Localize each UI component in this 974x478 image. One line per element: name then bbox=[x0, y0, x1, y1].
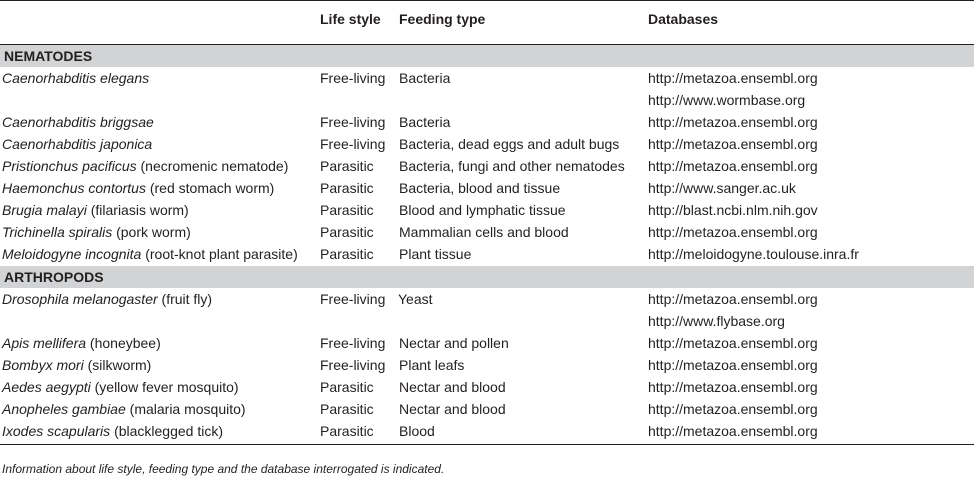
database-cell: http://metazoa.ensembl.org bbox=[648, 335, 818, 351]
database-cell: http://metazoa.ensembl.org bbox=[648, 423, 818, 439]
life-style-cell: Free-living bbox=[320, 357, 386, 373]
species-name: Apis mellifera bbox=[2, 335, 87, 351]
organism-cell bbox=[2, 357, 151, 373]
species-name: Trichinella spiralis bbox=[2, 224, 113, 240]
table-row bbox=[0, 221, 974, 243]
database-cell: http://metazoa.ensembl.org bbox=[648, 158, 818, 174]
section-header-nematodes bbox=[0, 45, 974, 67]
species-name: Haemonchus contortus bbox=[2, 180, 146, 196]
database-cell: http://meloidogyne.toulouse.inra.fr bbox=[648, 246, 859, 262]
life-style-cell: Parasitic bbox=[320, 379, 374, 395]
species-name: Ixodes scapularis bbox=[2, 423, 111, 439]
species-name: Caenorhabditis elegans bbox=[2, 70, 150, 86]
table-row bbox=[0, 243, 974, 265]
feeding-type-cell: Yeast bbox=[398, 291, 433, 307]
common-name: (necromenic nematode) bbox=[140, 158, 289, 174]
species-name: Aedes aegypti bbox=[2, 379, 91, 395]
table-footnote: Information about life style, feeding type and the database interrogated is indicated. bbox=[2, 462, 445, 476]
table-row bbox=[0, 111, 974, 133]
life-style-cell: Parasitic bbox=[320, 224, 374, 240]
feeding-type-cell: Plant tissue bbox=[399, 246, 472, 262]
common-name: (honeybee) bbox=[89, 335, 161, 351]
feeding-type-cell: Bacteria bbox=[399, 114, 451, 130]
organism-cell bbox=[2, 136, 152, 152]
life-style-cell: Parasitic bbox=[320, 246, 374, 262]
feeding-type-cell: Nectar and blood bbox=[399, 379, 506, 395]
species-name: Bombyx mori bbox=[2, 357, 84, 373]
species-name: Meloidogyne incognita bbox=[2, 246, 142, 262]
section-title: ARTHROPODS bbox=[4, 269, 104, 285]
species-name: Drosophila melanogaster bbox=[2, 291, 158, 307]
database-cell: http://metazoa.ensembl.org bbox=[648, 224, 818, 240]
database-cell: http://www.flybase.org bbox=[648, 313, 785, 329]
common-name: (pork worm) bbox=[116, 224, 191, 240]
organism-cell bbox=[2, 70, 149, 86]
table-row bbox=[0, 155, 974, 177]
header-feeding-type: Feeding type bbox=[399, 11, 486, 27]
feeding-type-cell: Mammalian cells and blood bbox=[399, 224, 569, 240]
header-databases: Databases bbox=[648, 11, 719, 27]
common-name: (silkworm) bbox=[87, 357, 152, 373]
table-row bbox=[0, 133, 974, 155]
organism-cell bbox=[2, 335, 161, 351]
species-name: Caenorhabditis briggsae bbox=[2, 114, 154, 130]
table-row bbox=[0, 376, 974, 398]
life-style-cell: Free-living bbox=[320, 114, 386, 130]
table-row bbox=[0, 354, 974, 376]
common-name: (red stomach worm) bbox=[149, 180, 275, 196]
table-row bbox=[0, 67, 974, 89]
organism-cell bbox=[2, 180, 274, 196]
table-row bbox=[0, 332, 974, 354]
species-name: Pristionchus pacificus bbox=[2, 158, 137, 174]
table-row bbox=[0, 177, 974, 199]
organism-cell bbox=[2, 114, 154, 130]
feeding-type-cell: Blood and lymphatic tissue bbox=[399, 202, 566, 218]
database-cell: http://blast.ncbi.nlm.nih.gov bbox=[648, 202, 818, 218]
organism-cell bbox=[2, 401, 246, 417]
life-style-cell: Free-living bbox=[320, 291, 386, 307]
organism-cell bbox=[2, 224, 191, 240]
life-style-cell: Free-living bbox=[320, 136, 386, 152]
table-row-continuation bbox=[0, 89, 974, 111]
database-cell: http://www.sanger.ac.uk bbox=[648, 180, 796, 196]
section-header-arthropods bbox=[0, 266, 974, 288]
life-style-cell: Parasitic bbox=[320, 180, 374, 196]
species-name: Brugia malayi bbox=[2, 202, 87, 218]
database-cell: http://metazoa.ensembl.org bbox=[648, 291, 818, 307]
life-style-cell: Parasitic bbox=[320, 401, 374, 417]
feeding-type-cell: Bacteria, fungi and other nematodes bbox=[399, 158, 625, 174]
organism-cell bbox=[2, 246, 298, 262]
database-cell: http://metazoa.ensembl.org bbox=[648, 136, 818, 152]
database-cell: http://metazoa.ensembl.org bbox=[648, 114, 818, 130]
header-life-style: Life style bbox=[320, 11, 381, 27]
feeding-type-cell: Nectar and blood bbox=[399, 401, 506, 417]
common-name: (fruit fly) bbox=[161, 291, 213, 307]
bottom-rule bbox=[0, 444, 974, 445]
table-row-continuation bbox=[0, 310, 974, 332]
common-name: (blacklegged tick) bbox=[114, 423, 223, 439]
common-name: (filariasis worm) bbox=[90, 202, 189, 218]
feeding-type-cell: Nectar and pollen bbox=[399, 335, 509, 351]
life-style-cell: Parasitic bbox=[320, 202, 374, 218]
organism-cell bbox=[2, 291, 212, 307]
common-name: (root-knot plant parasite) bbox=[145, 246, 298, 262]
life-style-cell: Free-living bbox=[320, 70, 386, 86]
organism-cell bbox=[2, 379, 239, 395]
life-style-cell: Parasitic bbox=[320, 423, 374, 439]
table-row bbox=[0, 398, 974, 420]
life-style-cell: Parasitic bbox=[320, 158, 374, 174]
species-name: Caenorhabditis japonica bbox=[2, 136, 153, 152]
table-row bbox=[0, 199, 974, 221]
life-style-cell: Free-living bbox=[320, 335, 386, 351]
organism-cell bbox=[2, 202, 189, 218]
database-cell: http://metazoa.ensembl.org bbox=[648, 401, 818, 417]
feeding-type-cell: Blood bbox=[399, 423, 435, 439]
organism-cell bbox=[2, 158, 288, 174]
table-row bbox=[0, 420, 974, 442]
database-cell: http://metazoa.ensembl.org bbox=[648, 357, 818, 373]
database-cell: http://www.wormbase.org bbox=[648, 92, 806, 108]
feeding-type-cell: Bacteria bbox=[399, 70, 451, 86]
section-title: NEMATODES bbox=[4, 48, 93, 64]
table-header-row bbox=[0, 0, 974, 44]
species-name: Anopheles gambiae bbox=[2, 401, 126, 417]
common-name: (yellow fever mosquito) bbox=[94, 379, 239, 395]
database-cell: http://metazoa.ensembl.org bbox=[648, 70, 818, 86]
common-name: (malaria mosquito) bbox=[129, 401, 246, 417]
feeding-type-cell: Bacteria, blood and tissue bbox=[399, 180, 561, 196]
database-cell: http://metazoa.ensembl.org bbox=[648, 379, 818, 395]
organism-cell bbox=[2, 423, 223, 439]
feeding-type-cell: Plant leafs bbox=[399, 357, 465, 373]
table-row bbox=[0, 288, 974, 310]
feeding-type-cell: Bacteria, dead eggs and adult bugs bbox=[399, 136, 620, 152]
